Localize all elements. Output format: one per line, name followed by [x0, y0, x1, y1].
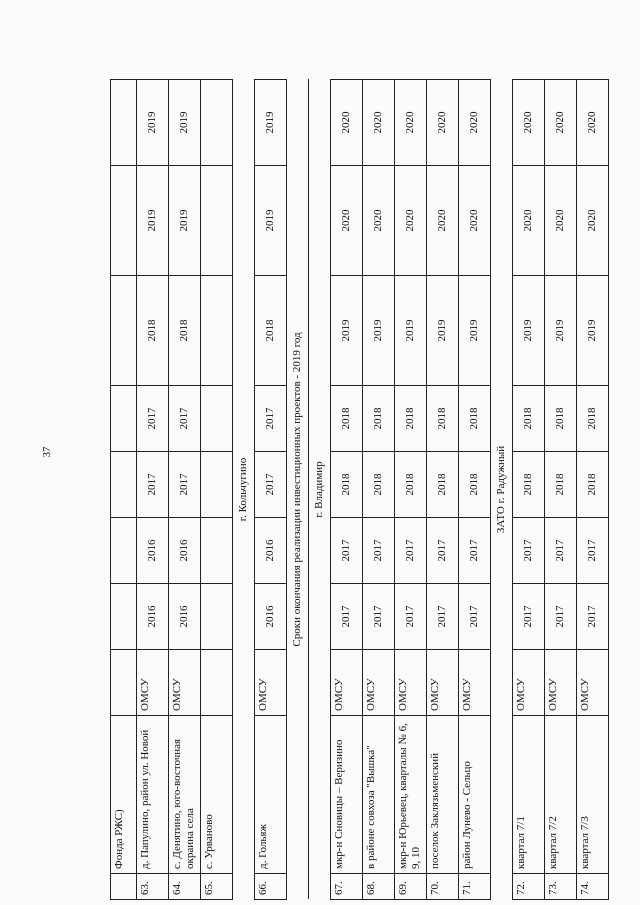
year-cell: 2019: [169, 166, 201, 276]
header-empty-cell: [111, 584, 137, 650]
year-cell: 2020: [363, 166, 395, 276]
location-name: квартал 7/3: [577, 716, 609, 874]
row-number: 66.: [255, 874, 287, 900]
row-number: 72.: [513, 874, 545, 900]
year-cell: 2017: [137, 386, 169, 452]
location-name: квартал 7/2: [545, 716, 577, 874]
year-cell: 2017: [395, 584, 427, 650]
row-number: 71.: [459, 874, 491, 900]
year-cell: 2016: [255, 584, 287, 650]
organization: ОМСУ: [513, 650, 545, 716]
row-number: 74.: [577, 874, 609, 900]
year-cell: 2020: [395, 80, 427, 166]
year-cell: 2018: [363, 386, 395, 452]
organization: [201, 650, 233, 716]
year-cell: [201, 386, 233, 452]
year-cell: 2017: [363, 518, 395, 584]
header-empty-cell: [111, 650, 137, 716]
year-cell: 2020: [459, 80, 491, 166]
table-row: [545, 80, 577, 900]
table-wrapper: [110, 80, 598, 900]
section-row: [309, 80, 331, 900]
year-cell: 2017: [255, 386, 287, 452]
year-cell: 2019: [545, 276, 577, 386]
year-cell: 2018: [395, 452, 427, 518]
year-cell: 2018: [513, 386, 545, 452]
year-cell: 2017: [427, 518, 459, 584]
year-cell: [201, 452, 233, 518]
location-name: мкр-н Сновицы – Веризино: [331, 716, 363, 874]
year-cell: 2017: [545, 518, 577, 584]
year-cell: 2020: [577, 166, 609, 276]
year-cell: 2017: [169, 386, 201, 452]
year-cell: 2019: [137, 166, 169, 276]
year-cell: 2018: [577, 386, 609, 452]
organization: ОМСУ: [545, 650, 577, 716]
organization: ОМСУ: [395, 650, 427, 716]
year-cell: [201, 80, 233, 166]
year-cell: 2018: [137, 276, 169, 386]
location-name: д. Папулино, район ул. Новой: [137, 716, 169, 874]
year-cell: 2018: [427, 386, 459, 452]
page-number: 37: [41, 446, 53, 458]
section-row: [287, 80, 309, 900]
table-row: [577, 80, 609, 900]
header-empty-cell: [111, 276, 137, 386]
year-cell: 2020: [363, 80, 395, 166]
year-cell: 2018: [427, 452, 459, 518]
rotated-table-area: [110, 80, 598, 900]
year-cell: 2017: [169, 452, 201, 518]
year-cell: 2019: [459, 276, 491, 386]
year-cell: 2017: [255, 452, 287, 518]
organization: ОМСУ: [459, 650, 491, 716]
location-name: в районе совхоза "Вышка": [363, 716, 395, 874]
section-kolchugino: г. Кольчугино: [233, 80, 255, 900]
year-cell: 2016: [137, 584, 169, 650]
row-number: 68.: [363, 874, 395, 900]
location-name: с. Урвaново: [201, 716, 233, 874]
table-row: [201, 80, 233, 900]
year-cell: 2017: [513, 518, 545, 584]
row-number: 70.: [427, 874, 459, 900]
year-cell: 2017: [577, 518, 609, 584]
table-row: [459, 80, 491, 900]
table-row: [331, 80, 363, 900]
header-empty-cell: [111, 80, 137, 166]
year-cell: 2019: [427, 276, 459, 386]
year-cell: 2018: [255, 276, 287, 386]
header-text-cell: Фонда РЖС): [111, 716, 137, 874]
year-cell: 2018: [545, 452, 577, 518]
header-row: [111, 80, 137, 900]
year-cell: 2017: [545, 584, 577, 650]
year-cell: 2020: [427, 80, 459, 166]
year-cell: 2020: [545, 80, 577, 166]
organization: ОМСУ: [363, 650, 395, 716]
year-cell: 2019: [513, 276, 545, 386]
year-cell: 2017: [137, 452, 169, 518]
investment-projects-table: [110, 79, 609, 900]
table-row: [255, 80, 287, 900]
location-name: с. Денятино, юго-восточная окраина села: [169, 716, 201, 874]
location-name: мкр-н Юрьевец, кварталы № 6, 9, 10: [395, 716, 427, 874]
year-cell: 2020: [513, 80, 545, 166]
row-number: 65.: [201, 874, 233, 900]
year-cell: 2017: [331, 518, 363, 584]
year-cell: 2020: [513, 166, 545, 276]
year-cell: 2020: [427, 166, 459, 276]
table-row: [427, 80, 459, 900]
year-cell: 2019: [331, 276, 363, 386]
table-row: [363, 80, 395, 900]
year-cell: [201, 584, 233, 650]
organization: ОМСУ: [427, 650, 459, 716]
location-name: квартал 7/1: [513, 716, 545, 874]
year-cell: 2017: [577, 584, 609, 650]
year-cell: 2020: [331, 80, 363, 166]
year-cell: [201, 518, 233, 584]
section-row: [233, 80, 255, 900]
table-row: [395, 80, 427, 900]
year-cell: [201, 276, 233, 386]
year-cell: 2019: [363, 276, 395, 386]
year-cell: 2019: [577, 276, 609, 386]
year-cell: 2018: [545, 386, 577, 452]
section-raduzhny: ЗАТО г. Радужный: [491, 80, 513, 900]
year-cell: 2016: [169, 584, 201, 650]
section-row: [491, 80, 513, 900]
year-cell: 2017: [513, 584, 545, 650]
year-cell: 2017: [395, 518, 427, 584]
row-number: 67.: [331, 874, 363, 900]
year-cell: 2018: [395, 386, 427, 452]
year-cell: 2016: [169, 518, 201, 584]
year-cell: 2020: [331, 166, 363, 276]
year-cell: 2020: [395, 166, 427, 276]
location-name: д. Гольяж: [255, 716, 287, 874]
header-empty-cell: [111, 518, 137, 584]
year-cell: 2018: [459, 386, 491, 452]
year-cell: 2017: [427, 584, 459, 650]
year-cell: 2018: [169, 276, 201, 386]
year-cell: 2017: [459, 518, 491, 584]
year-cell: 2016: [137, 518, 169, 584]
organization: ОМСУ: [169, 650, 201, 716]
organization: ОМСУ: [255, 650, 287, 716]
header-empty-cell: [111, 386, 137, 452]
year-cell: 2019: [395, 276, 427, 386]
table-row: [169, 80, 201, 900]
organization: ОМСУ: [577, 650, 609, 716]
table-row: [137, 80, 169, 900]
year-cell: 2018: [331, 452, 363, 518]
header-empty-cell: [111, 166, 137, 276]
header-num-cell: [111, 874, 137, 900]
year-cell: 2020: [459, 166, 491, 276]
year-cell: 2019: [169, 80, 201, 166]
year-cell: [201, 166, 233, 276]
header-empty-cell: [111, 452, 137, 518]
year-cell: 2018: [577, 452, 609, 518]
year-cell: 2018: [363, 452, 395, 518]
year-cell: 2019: [255, 166, 287, 276]
section-vladimir: г. Владимир: [309, 80, 331, 900]
year-cell: 2018: [513, 452, 545, 518]
row-number: 63.: [137, 874, 169, 900]
section-deadlines: Сроки окончания реализации инвестиционных проектов - 2019 год: [287, 80, 309, 900]
year-cell: 2016: [255, 518, 287, 584]
organization: ОМСУ: [331, 650, 363, 716]
year-cell: 2019: [255, 80, 287, 166]
row-number: 73.: [545, 874, 577, 900]
year-cell: 2017: [331, 584, 363, 650]
year-cell: 2019: [137, 80, 169, 166]
year-cell: 2018: [331, 386, 363, 452]
row-number: 69.: [395, 874, 427, 900]
year-cell: 2017: [363, 584, 395, 650]
year-cell: 2020: [577, 80, 609, 166]
year-cell: 2017: [459, 584, 491, 650]
year-cell: 2018: [459, 452, 491, 518]
row-number: 64.: [169, 874, 201, 900]
location-name: район Лунево - Сельцо: [459, 716, 491, 874]
year-cell: 2020: [545, 166, 577, 276]
organization: ОМСУ: [137, 650, 169, 716]
location-name: поселок Заклязьменский: [427, 716, 459, 874]
table-row: [513, 80, 545, 900]
